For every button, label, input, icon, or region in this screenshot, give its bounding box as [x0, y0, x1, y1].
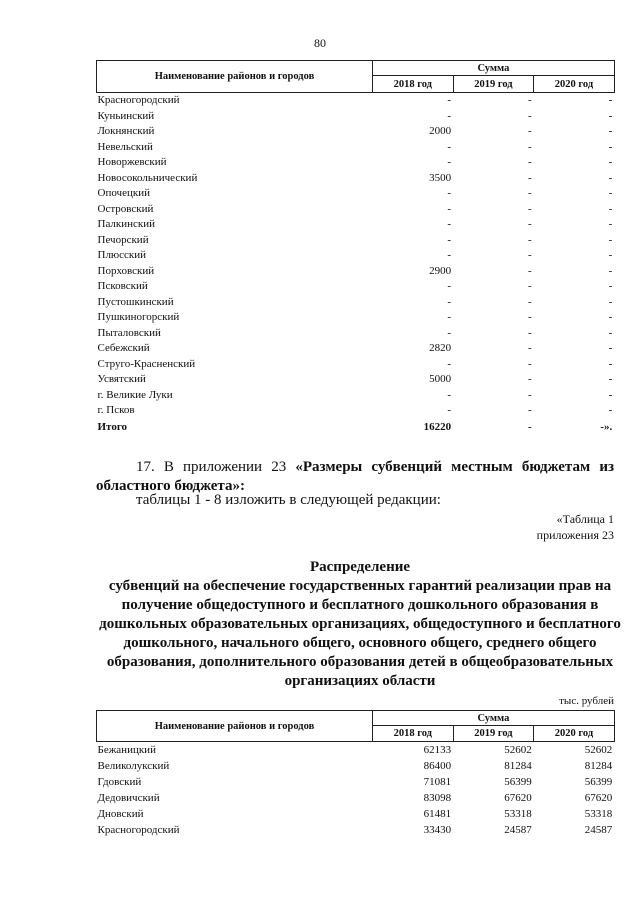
value-2018: 5000: [429, 373, 452, 385]
value-2018: 2820: [429, 342, 452, 354]
district-name: Усвятский: [97, 373, 146, 385]
value-2018: 2000: [429, 125, 452, 137]
column-header-sum: Сумма: [373, 711, 615, 726]
district-name: Новосокольнический: [97, 171, 198, 184]
district-name: Красногородский: [97, 824, 180, 836]
value-2019: -: [528, 94, 532, 106]
district-name: Пушкиногорский: [97, 311, 180, 323]
value-2020: -: [608, 357, 613, 370]
district-name: Дновский: [97, 808, 144, 820]
value-2019: -: [528, 140, 532, 153]
value-2019: -: [528, 109, 532, 122]
table-row: [97, 109, 615, 125]
value-2018: -: [447, 404, 452, 416]
value-2018: -: [447, 202, 452, 215]
value-2020: -: [608, 388, 613, 401]
value-2020: 67620: [584, 792, 613, 804]
value-2018: 62133: [423, 744, 452, 756]
value-2020: -: [608, 311, 613, 323]
district-name: Псковский: [97, 280, 148, 292]
table-row: [97, 233, 615, 249]
table-row: [97, 403, 615, 419]
value-2020: 24587: [584, 824, 613, 836]
value-2019: 53318: [504, 808, 532, 820]
column-header-2020: 2020 год: [534, 726, 615, 742]
units-label: тыс. рублей: [559, 695, 614, 707]
value-2019: -: [528, 264, 532, 277]
table-row: [97, 264, 615, 280]
paragraph-tables: таблицы 1 - 8 изложить в следующей редакции:: [136, 492, 441, 508]
value-2020: -: [608, 342, 613, 354]
value-2019: -: [528, 233, 532, 246]
district-name: Пустошкинский: [97, 295, 174, 308]
preschool-subsidies-table: [96, 710, 615, 838]
table-row: [97, 295, 615, 311]
table-row: [97, 372, 615, 388]
value-2020: -: [608, 109, 613, 122]
value-2019: -: [528, 388, 532, 401]
value-2020: -: [608, 140, 613, 153]
value-2018: -: [447, 295, 452, 308]
value-2018: 2900: [429, 264, 452, 277]
value-2018: 86400: [423, 760, 452, 772]
district-name: Новоржевский: [97, 156, 167, 168]
table-note-number: «Таблица 1: [556, 512, 614, 526]
paragraph-17-text: 17. В приложении 23: [136, 459, 296, 475]
value-2018: 83098: [423, 792, 452, 804]
value-2018: -: [447, 357, 452, 370]
value-2019: -: [528, 420, 532, 433]
value-2020: -: [608, 202, 613, 215]
value-2020: -: [608, 326, 613, 339]
table-note-appendix: приложения 23: [536, 528, 614, 542]
district-name: Порховский: [97, 264, 155, 277]
district-name: Куньинский: [97, 109, 155, 122]
column-header-sum: Сумма: [373, 61, 615, 76]
value-2020: -: [608, 264, 613, 277]
value-2018: -: [447, 156, 452, 168]
value-2019: 81284: [504, 760, 532, 772]
column-header-2018: 2018 год: [373, 726, 454, 742]
table-row: [97, 310, 615, 326]
value-2020: -: [608, 125, 613, 137]
table-row: [97, 758, 615, 774]
table-row: [97, 774, 615, 790]
value-2019: -: [528, 125, 532, 137]
value-2019: -: [528, 249, 532, 261]
district-name: Бежаницкий: [97, 744, 156, 756]
table-row: [97, 326, 615, 342]
value-2020: -: [608, 94, 613, 106]
district-name: Островский: [97, 202, 154, 215]
column-header-name: Наименование районов и городов: [97, 711, 373, 742]
value-2018: 16220: [423, 420, 452, 433]
column-header-2020: 2020 год: [534, 76, 615, 93]
district-name: Струго-Красненский: [97, 357, 196, 370]
district-name: Опочецкий: [97, 187, 150, 199]
value-2020: 81284: [584, 760, 613, 772]
value-2020: -: [608, 233, 613, 246]
value-2020: -: [608, 171, 613, 184]
district-name: Красногородский: [97, 94, 180, 106]
table-row: [97, 202, 615, 218]
heading-title: Распределение: [309, 559, 411, 575]
table-row: [97, 93, 615, 109]
column-header-2019: 2019 год: [453, 76, 534, 93]
table-row: [97, 248, 615, 264]
value-2019: -: [528, 357, 532, 370]
value-2019: -: [528, 311, 532, 323]
value-2018: -: [447, 140, 452, 153]
district-name: Себежский: [97, 342, 150, 354]
district-name: Печорский: [97, 233, 149, 246]
value-2018: -: [447, 388, 452, 401]
value-2018: -: [447, 218, 452, 230]
value-2020: -: [608, 156, 613, 168]
value-2020: -: [608, 249, 613, 261]
district-name: Локнянский: [97, 125, 155, 137]
district-name: Гдовский: [97, 776, 142, 788]
value-2020: -».: [600, 420, 613, 433]
district-name: Палкинский: [97, 218, 156, 230]
value-2019: 56399: [504, 776, 532, 788]
value-2019: -: [528, 404, 532, 416]
value-2020: -: [608, 280, 613, 292]
value-2019: 24587: [504, 824, 532, 836]
value-2019: -: [528, 218, 532, 230]
table-total-row: [97, 419, 615, 436]
value-2020: 53318: [584, 808, 613, 820]
paragraph-17-bold: «Размеры субвенций местным бюджетам из областного бюджета»: [96, 459, 615, 494]
column-header-2018: 2018 год: [373, 76, 454, 93]
table-row: [97, 186, 615, 202]
paragraph-17-colon: :: [239, 478, 245, 494]
value-2018: -: [447, 311, 452, 323]
value-2018: -: [447, 326, 452, 339]
table-row: [97, 155, 615, 171]
table-row: [97, 388, 615, 404]
value-2020: -: [608, 295, 613, 308]
value-2019: 67620: [504, 792, 532, 804]
value-2019: -: [528, 326, 532, 339]
page-number: 80: [314, 36, 326, 50]
value-2020: -: [608, 218, 613, 230]
table-row: [97, 124, 615, 140]
value-2018: 3500: [429, 171, 452, 184]
value-2019: -: [528, 373, 532, 385]
value-2019: -: [528, 280, 532, 292]
value-2020: -: [608, 187, 613, 199]
table-row: [97, 217, 615, 233]
district-name: Великолукский: [97, 760, 170, 772]
district-name: Дедовичский: [97, 792, 160, 804]
district-name: г. Псков: [97, 404, 135, 416]
value-2018: -: [447, 187, 452, 199]
district-name: Невельский: [97, 140, 153, 153]
district-name: Итого: [97, 420, 128, 433]
value-2019: -: [528, 342, 532, 354]
value-2020: 52602: [584, 744, 613, 756]
value-2019: 52602: [504, 744, 532, 756]
value-2018: 33430: [423, 824, 452, 836]
value-2020: -: [608, 373, 613, 385]
table-row: [97, 279, 615, 295]
table-row: [97, 140, 615, 156]
column-header-2019: 2019 год: [453, 726, 534, 742]
district-name: Пыталовский: [97, 326, 161, 339]
district-name: Плюсский: [97, 249, 147, 261]
table-row: [97, 822, 615, 838]
value-2018: -: [447, 249, 452, 261]
value-2019: -: [528, 202, 532, 215]
table-row: [97, 790, 615, 806]
district-name: г. Великие Луки: [97, 388, 173, 401]
value-2019: -: [528, 187, 532, 199]
value-2019: -: [528, 156, 532, 168]
heading-body: субвенций на обеспечение государственных гарантий реализации прав на получение общедоступного и бесплатного дошкольного образования в дошкольных образовательных организациях, общедоступного и бесплатного дошкольного, начального общего, основного общего, среднего общего образования, дополнительного образования детей в общеобразовательных организациях области: [99, 578, 621, 689]
value-2018: -: [447, 233, 452, 246]
table-row: [97, 806, 615, 822]
column-header-name: Наименование районов и городов: [97, 61, 373, 93]
value-2018: -: [447, 109, 452, 122]
table-row: [97, 171, 615, 187]
value-2018: 71081: [423, 776, 452, 788]
value-2019: -: [528, 295, 532, 308]
value-2018: -: [447, 280, 452, 292]
subsidies-table-continued: [96, 60, 615, 436]
value-2020: 56399: [584, 776, 613, 788]
value-2019: -: [528, 171, 532, 184]
value-2018: 61481: [423, 808, 452, 820]
table-row: [97, 341, 615, 357]
value-2018: -: [447, 94, 452, 106]
table-row: [97, 742, 615, 759]
table-row: [97, 357, 615, 373]
value-2020: -: [608, 404, 613, 416]
